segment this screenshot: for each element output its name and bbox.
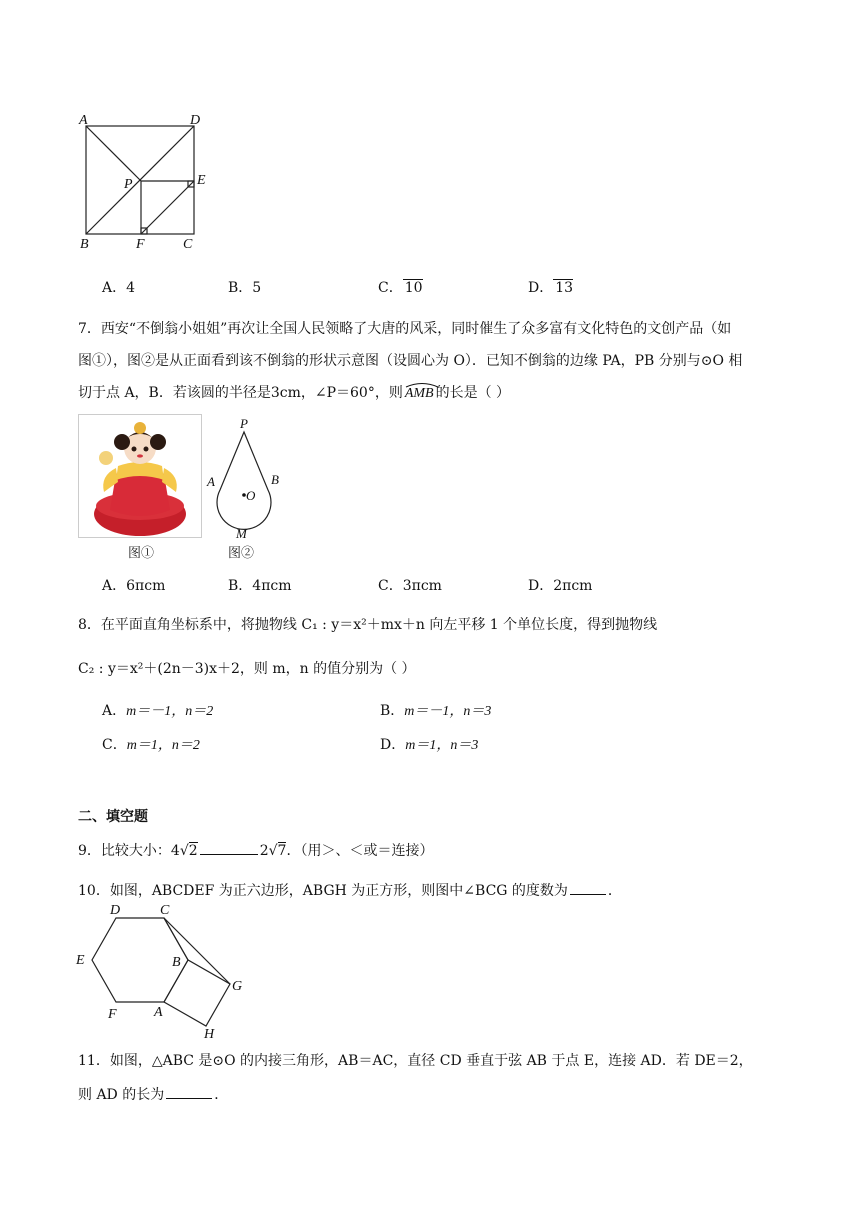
q7-option-c <box>378 575 442 595</box>
q8-option-b <box>380 700 491 720</box>
option-letter: B． <box>228 280 253 296</box>
q6-label-f: F <box>136 237 145 252</box>
q9-expr-a <box>171 842 198 859</box>
q6-label-d: D <box>190 113 201 128</box>
q10-text: 10．如图，ABCDEF 为正六边形，ABGH 为正方形，则图中∠BCG 的度数为 <box>78 883 568 899</box>
q7-label-p: P <box>240 418 248 431</box>
q8-option-d <box>380 734 478 754</box>
q6-label-b: B <box>80 237 89 252</box>
q7-label-b: B <box>271 472 279 487</box>
option-text: 13 <box>555 280 574 296</box>
q11-line2-text: 则 AD 的长为 <box>78 1087 165 1103</box>
q8-line1: 8．在平面直角坐标系中，将抛物线 C₁ : y＝x²＋mx＋n 向左平移 1 个单位长度，得到抛物线 <box>78 617 658 633</box>
q10-label-h: H <box>204 1027 215 1042</box>
option-letter: A． <box>102 280 127 296</box>
q7-option-d <box>528 575 592 595</box>
q10-answer-blank[interactable] <box>570 882 606 895</box>
option-text: 3πcm <box>402 578 442 594</box>
q7-line2: 图①），图②是从正面看到该不倒翁的形状示意图（设圆心为 O）．已知不倒翁的边缘 PA，PB 分别与⊙O 相 <box>78 353 743 369</box>
q6-label-c: C <box>183 237 193 252</box>
doll-image <box>78 414 202 538</box>
q6-option-a <box>102 277 135 297</box>
q10-end: ． <box>607 883 622 899</box>
q6-label-e: E <box>197 173 206 188</box>
q10-label-c: C <box>160 903 170 918</box>
q11-answer-blank[interactable] <box>166 1086 212 1099</box>
q11-end: ． <box>214 1087 229 1103</box>
option-text: m＝－1，n＝2 <box>126 704 214 719</box>
q7-label-a: A <box>207 474 215 489</box>
sqrt-symbol: √ <box>179 843 189 859</box>
q8-line2: C₂ : y＝x²＋(2n－3)x＋2，则 m，n 的值分别为（ ） <box>78 661 416 677</box>
q9-a-coef: 4 <box>170 843 180 859</box>
option-text: m＝1，n＝3 <box>405 738 479 753</box>
q6-label-a: A <box>79 113 88 128</box>
option-letter: D． <box>528 280 554 296</box>
q10-label-f: F <box>108 1007 117 1022</box>
option-text: 4πcm <box>252 578 292 594</box>
q6-figure <box>76 108 216 254</box>
q7-line3-text: 切于点 A，B．若该圆的半径是3cm，∠P＝60°，则 <box>78 385 403 401</box>
option-text: 10 <box>404 280 423 296</box>
q10-label-b: B <box>172 955 181 970</box>
q10-label-a: A <box>154 1005 163 1020</box>
section-title: 二、填空题 <box>78 809 148 825</box>
option-text: 4 <box>126 280 136 296</box>
sqrt-symbol <box>403 279 423 296</box>
option-letter: B． <box>380 703 405 719</box>
option-letter: C． <box>102 737 127 753</box>
arc-mark-icon <box>405 382 439 388</box>
q9-b-rad: 7 <box>277 843 287 859</box>
q6-option-c <box>378 277 423 297</box>
q11-line1: 11．如图，△ABC 是⊙O 的内接三角形，AB＝AC，直径 CD 垂直于弦 AB 于点 E，连接 AD．若 DE＝2， <box>78 1053 753 1069</box>
q10-figure <box>74 900 254 1042</box>
option-letter: A． <box>102 703 127 719</box>
q6-option-d <box>528 277 573 297</box>
q7-line1: 7．西安“不倒翁小姐姐”再次让全国人民领略了大唐的风采，同时催生了众多富有文化特色的文创产品（如 <box>78 321 732 337</box>
option-text: m＝1，n＝2 <box>126 738 200 753</box>
q7-line3-tail: 的长是（ ） <box>435 385 511 401</box>
q10-line <box>78 880 622 900</box>
q7-figure <box>204 418 294 542</box>
q9-answer-blank[interactable] <box>200 842 258 855</box>
q10-label-g: G <box>232 979 243 994</box>
q10-label-d: D <box>110 903 121 918</box>
arc-amb: AMB <box>405 382 434 402</box>
q10-label-e: E <box>76 953 85 968</box>
q9-b-coef: 2 <box>259 843 269 859</box>
option-text: 6πcm <box>126 578 166 594</box>
figure1-caption: 图① <box>128 546 155 561</box>
option-letter: C． <box>378 280 403 296</box>
q9-suffix: ．（用＞、＜或＝连接） <box>286 843 434 859</box>
q9-line <box>78 840 433 860</box>
option-text: 5 <box>252 280 262 296</box>
q11-line2 <box>78 1084 228 1104</box>
q9-a-rad: 2 <box>188 843 198 859</box>
sqrt-symbol <box>553 279 573 296</box>
q7-line3 <box>78 382 510 402</box>
q8-option-a <box>102 700 213 720</box>
q8-option-c <box>102 734 200 754</box>
option-letter: C． <box>378 578 403 594</box>
option-text: m＝－1，n＝3 <box>404 704 492 719</box>
option-letter: D． <box>380 737 406 753</box>
option-text: 2πcm <box>553 578 593 594</box>
q7-option-b <box>228 575 292 595</box>
option-letter: B． <box>228 578 253 594</box>
q7-label-o: O <box>246 488 256 503</box>
option-letter: D． <box>528 578 554 594</box>
q7-option-a <box>102 575 165 595</box>
figure2-caption: 图② <box>228 546 255 561</box>
option-letter: A． <box>102 578 127 594</box>
q6-option-b <box>228 277 261 297</box>
q9-expr-b <box>260 842 287 859</box>
q7-label-m: M <box>236 526 247 541</box>
q9-prefix: 9．比较大小： <box>78 843 171 859</box>
sqrt-symbol: √ <box>268 843 278 859</box>
q6-label-p: P <box>124 177 133 192</box>
